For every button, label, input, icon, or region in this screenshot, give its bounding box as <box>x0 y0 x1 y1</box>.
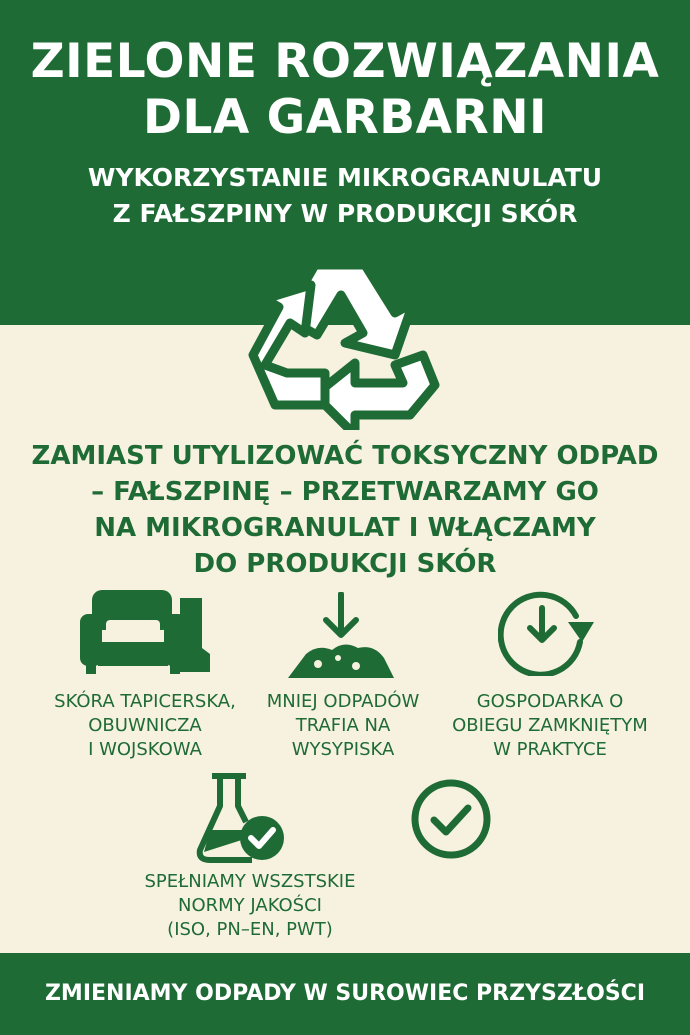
feature-caption-circular-economy <box>432 690 668 762</box>
subtitle-line: WYKORZYSTANIE MIKROGRANULATU <box>87 163 603 192</box>
caption-line: I WOJSKOWA <box>88 739 202 760</box>
caption-line: MNIEJ ODPADÓW <box>266 691 420 712</box>
statement-line: – FAŁSZPINĘ – PRZETWARZAMY GO <box>91 477 599 507</box>
caption-line: SKÓRA TAPICERSKA, <box>54 691 236 712</box>
feature-caption-quality-norms <box>120 870 380 942</box>
feature-caption-upholstery <box>30 690 260 762</box>
caption-line: (ISO, PN–EN, PWT) <box>167 919 333 940</box>
caption-line: OBIEGU ZAMKNIĘTYM <box>452 715 648 736</box>
page-subtitle <box>0 160 690 232</box>
footer-banner <box>0 953 690 1035</box>
caption-line: GOSPODARKA O <box>476 691 624 712</box>
main-statement <box>20 438 670 582</box>
statement-line: DO PRODUKCJI SKÓR <box>193 549 497 579</box>
caption-line: NORMY JAKOŚCI <box>178 895 322 916</box>
caption-line: WYSYPISKA <box>291 739 395 760</box>
caption-line: W PRAKTYCE <box>493 739 607 760</box>
recycle-icon <box>245 245 445 430</box>
armchair-boot-icon <box>80 590 210 675</box>
footer-slogan: ZMIENIAMY ODPADY W SUROWIEC PRZYSZŁOŚCI <box>44 981 646 1006</box>
feature-caption-landfill <box>258 690 428 762</box>
title-line: DLA GARBARNI <box>142 90 548 145</box>
page-title <box>0 34 690 146</box>
title-line: ZIELONE ROZWIĄZANIA <box>30 34 660 89</box>
subtitle-line: Z FAŁSZPINY W PRODUKCJI SKÓR <box>112 199 578 228</box>
check-circle-icon <box>408 776 494 862</box>
landfill-arrow-icon <box>288 592 394 678</box>
caption-line: TRAFIA NA <box>295 715 391 736</box>
lab-flask-check-icon <box>196 772 286 864</box>
circular-arrow-icon <box>498 586 598 676</box>
statement-line: NA MIKROGRANULAT I WŁĄCZAMY <box>94 513 596 543</box>
caption-line: OBUWNICZA <box>88 715 202 736</box>
caption-line: SPEŁNIAMY WSZSTSKIE <box>144 871 356 892</box>
statement-line: ZAMIAST UTYLIZOWAĆ TOKSYCZNY ODPAD <box>31 441 659 471</box>
